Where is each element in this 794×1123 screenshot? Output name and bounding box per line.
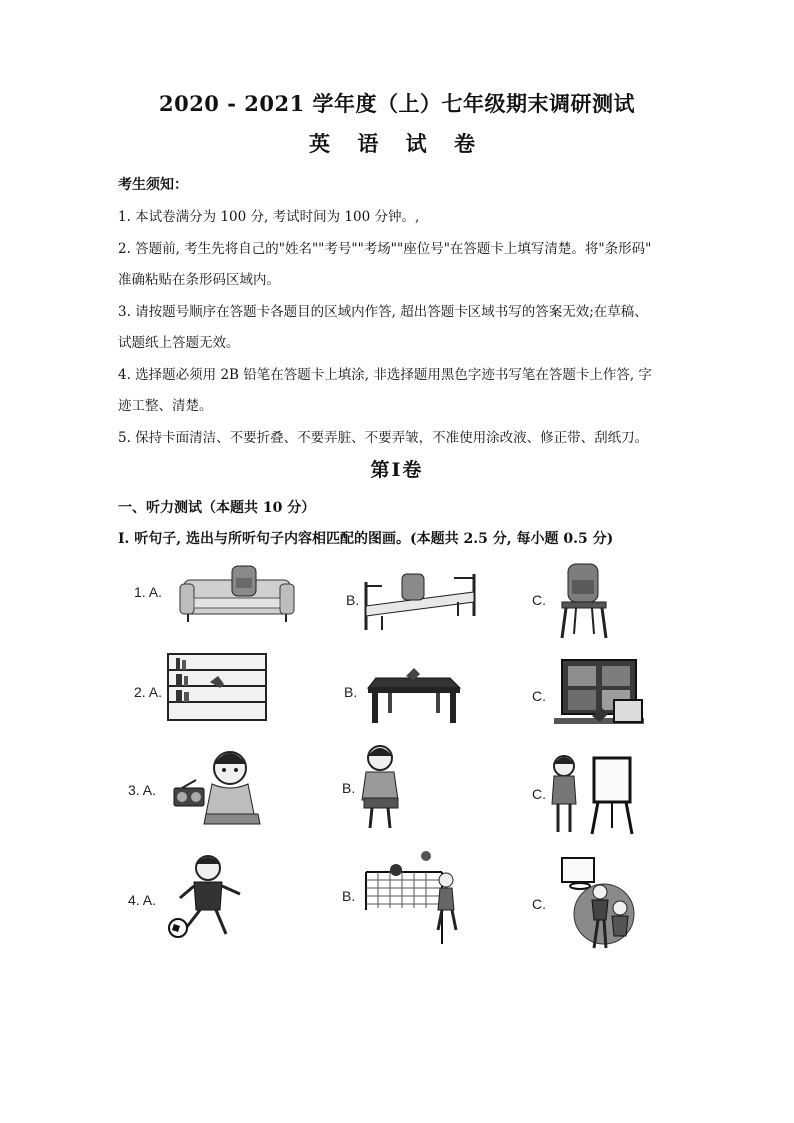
notice-line: 1. 本试卷满分为 100 分, 考试时间为 100 分钟。,: [118, 209, 420, 225]
option-label: 3. A.: [128, 782, 157, 798]
chair-backpack-picture: [558, 558, 610, 640]
option-label: C.: [532, 896, 546, 912]
sofa-backpack-picture: [178, 560, 296, 626]
notice-line: 3. 请按题号顺序在答题卡各题目的区域内作答, 超出答题卡区域书写的答案无效;在草稿、: [118, 304, 648, 320]
option-label: C.: [532, 592, 546, 608]
option-label: B.: [344, 684, 358, 700]
exam-title: 2020 - 2021 学年度（上）七年级期末调研测试: [158, 91, 636, 116]
section-heading: 一、听力测试（本题共 10 分）: [118, 500, 316, 516]
option-label: 2. A.: [134, 684, 163, 700]
option-label: B.: [342, 888, 356, 904]
girl-easel-picture: [548, 752, 636, 836]
notice-line: 试题纸上答题无效。: [118, 335, 240, 351]
boy-soccer-picture: [166, 854, 250, 940]
exam-subtitle: 英 语 试 卷: [309, 131, 485, 156]
option-label: 4. A.: [128, 892, 157, 908]
volume-heading: 第Ⅰ卷: [370, 459, 424, 481]
part1-instruction: I. 听句子, 选出与所听句子内容相匹配的图画。(本题共 2.5 分, 每小题 0.5 分): [118, 531, 614, 547]
window-tv-picture: [552, 656, 646, 736]
bed-backpack-picture: [362, 564, 478, 632]
girl-sitting-picture: [356, 744, 406, 832]
option-label: B.: [342, 780, 356, 796]
girl-radio-picture: [172, 748, 262, 828]
notice-line: 迹工整、清楚。: [118, 398, 213, 414]
basketball-picture: [560, 856, 636, 954]
option-label: C.: [532, 688, 546, 704]
notice-line: 准确粘贴在条形码区域内。: [118, 272, 280, 288]
bookcase-picture: [166, 652, 268, 722]
option-label: B.: [346, 592, 360, 608]
notice-line: 4. 选择题必须用 2B 铅笔在答题卡上填涂, 非选择题用黑色字迹书写笔在答题卡上作答, 字: [118, 367, 652, 383]
table-picture: [366, 664, 462, 724]
notice-heading: 考生须知：: [118, 177, 188, 193]
option-label: C.: [532, 786, 546, 802]
option-label: 1. A.: [134, 584, 163, 600]
notice-line: 2. 答题前, 考生先将自己的"姓名""考号""考场""座位号"在答题卡上填写清楚。将"条形码": [118, 241, 652, 257]
volleyball-picture: [360, 850, 464, 946]
notice-line: 5. 保持卡面清洁、不要折叠、不要弄脏、不要弄皱，不准使用涂改液、修正带、刮纸刀。: [118, 430, 649, 446]
